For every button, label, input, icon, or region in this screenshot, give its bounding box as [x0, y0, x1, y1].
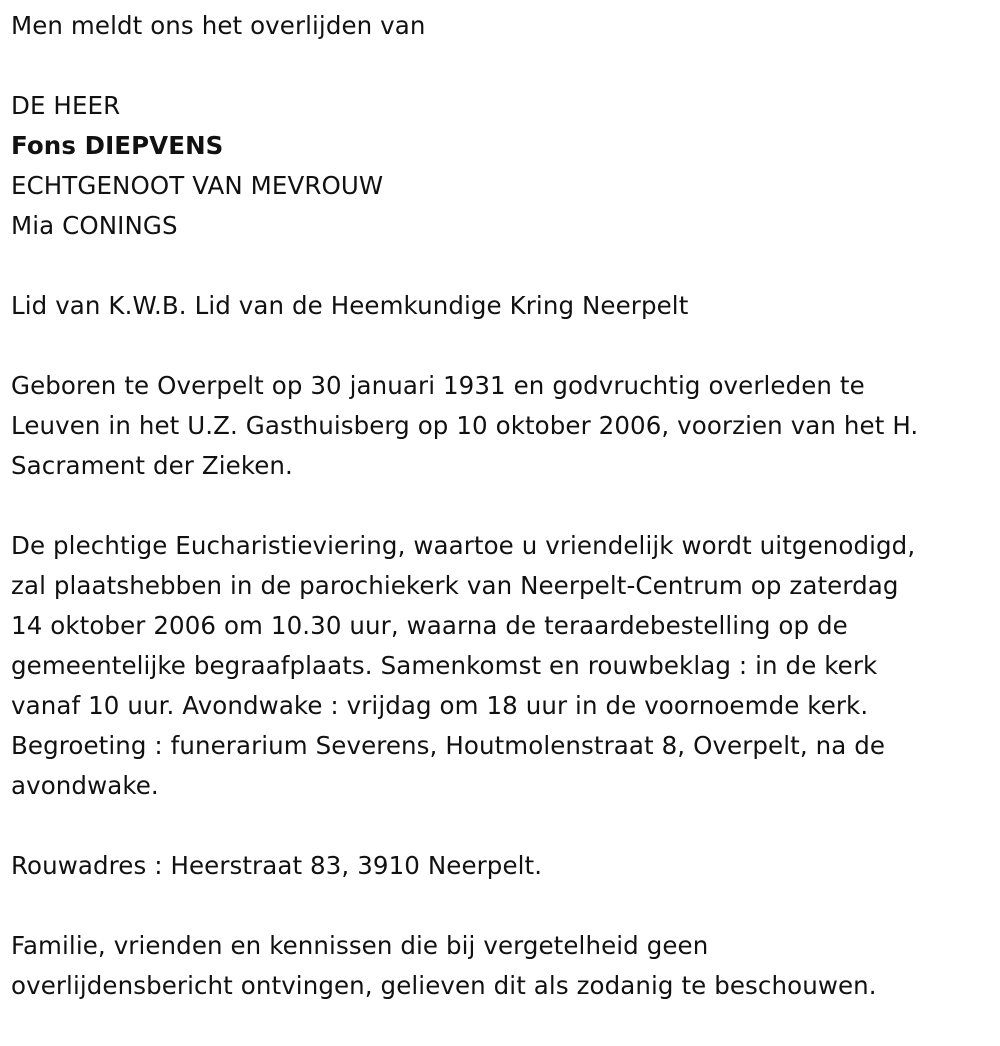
spacer [11, 46, 1000, 86]
paragraph-line: avondwake. [11, 771, 159, 800]
paragraph-line: De plechtige Eucharistieviering, waartoe u vriendelijk wordt uitgenodigd, [11, 531, 916, 560]
spacer [11, 806, 1000, 846]
spouse-title: ECHTGENOOT VAN MEVROUW [11, 171, 384, 200]
paragraph-line: Begroeting : funerarium Severens, Houtmolenstraat 8, Overpelt, na de [11, 731, 886, 760]
paragraph-line: zal plaatshebben in de parochiekerk van Neerpelt-Centrum op zaterdag [11, 571, 899, 600]
paragraph-line: Leuven in het U.Z. Gasthuisberg op 10 oktober 2006, voorzien van het H. [11, 411, 919, 440]
memberships: Lid van K.W.B. Lid van de Heemkundige Kring Neerpelt [11, 291, 689, 320]
paragraph-line: vanaf 10 uur. Avondwake : vrijdag om 18 uur in de voornoemde kerk. [11, 691, 869, 720]
mourning-address: Rouwadres : Heerstraat 83, 3910 Neerpelt. [11, 851, 543, 880]
paragraph-line: Geboren te Overpelt op 30 januari 1931 en godvruchtig overleden te [11, 371, 865, 400]
paragraph-line: overlijdensbericht ontvingen, gelieven dit als zodanig te beschouwen. [11, 971, 877, 1000]
spouse-name: Mia CONINGS [11, 211, 178, 240]
intro-line: Men meldt ons het overlijden van [11, 11, 426, 40]
ceremony-paragraph [11, 526, 1000, 806]
spacer [11, 246, 1000, 286]
paragraph-line: gemeentelijke begraafplaats. Samenkomst en rouwbeklag : in de kerk [11, 651, 878, 680]
deceased-name: Fons DIEPVENS [11, 131, 224, 160]
spacer [11, 326, 1000, 366]
deceased-title: DE HEER [11, 91, 121, 120]
paragraph-line: Sacrament der Zieken. [11, 451, 293, 480]
birth-death-paragraph [11, 366, 1000, 486]
paragraph-line: Familie, vrienden en kennissen die bij vergetelheid geen [11, 931, 709, 960]
spacer [11, 886, 1000, 926]
paragraph-line: 14 oktober 2006 om 10.30 uur, waarna de teraardebestelling op de [11, 611, 848, 640]
spacer [11, 486, 1000, 526]
closing-paragraph [11, 926, 1000, 1006]
